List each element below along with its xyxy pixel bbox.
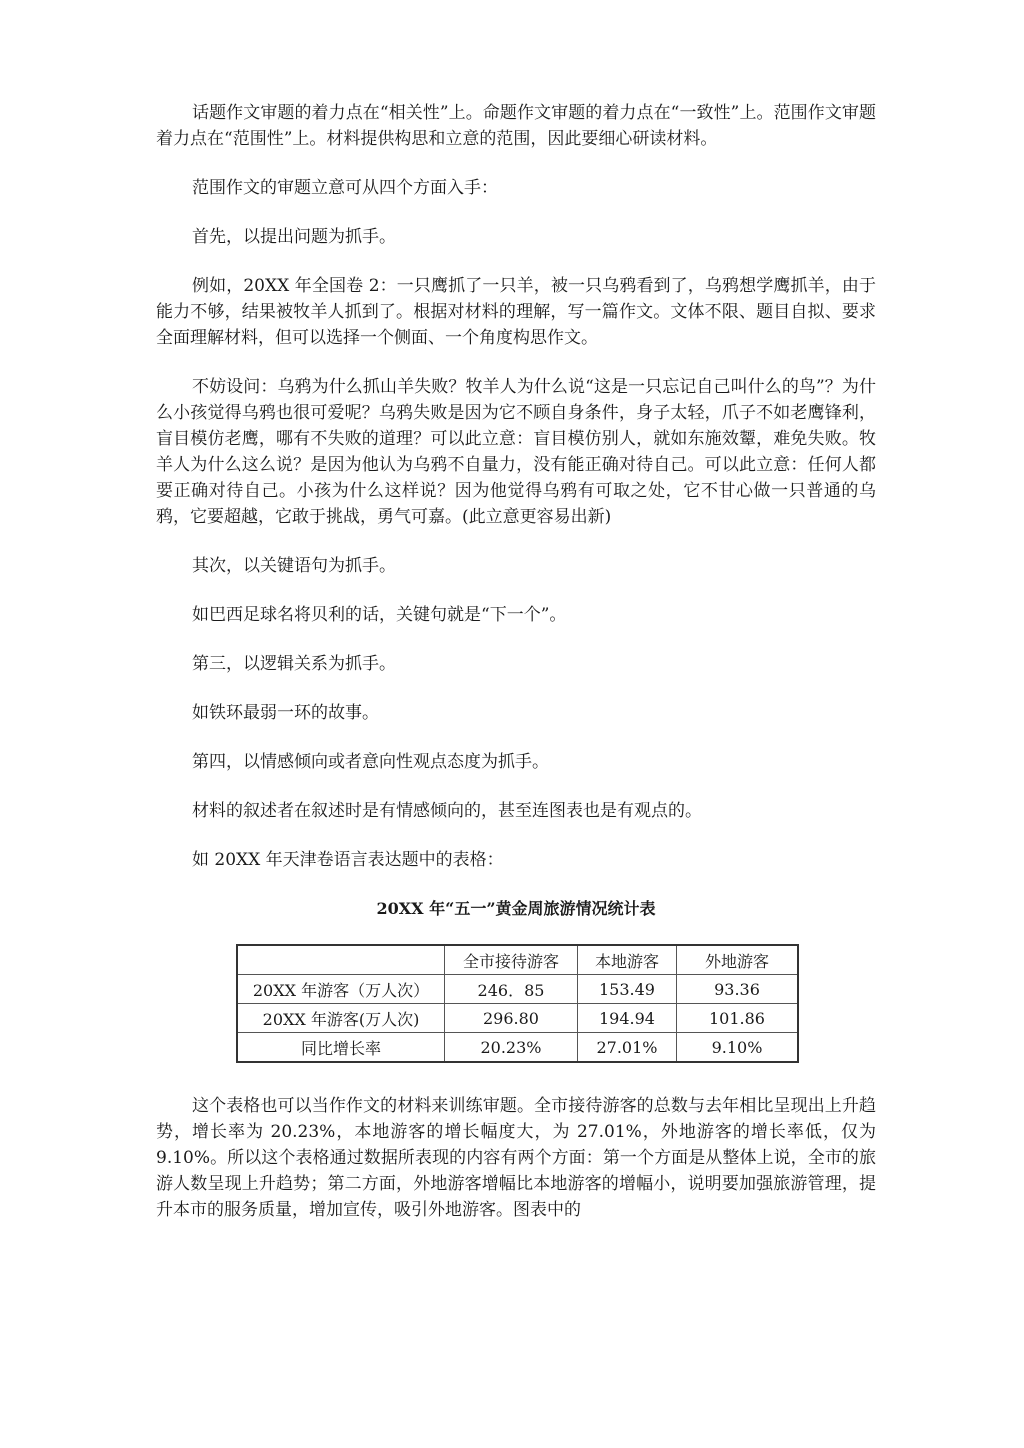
table-cell: 296.80 bbox=[445, 1004, 578, 1033]
table-cell: 20.23% bbox=[445, 1033, 578, 1063]
table-row bbox=[237, 1004, 798, 1033]
table-cell: 246．85 bbox=[445, 975, 578, 1004]
paragraph-first: 首先，以提出问题为抓手。 bbox=[192, 227, 396, 247]
document-page bbox=[156, 100, 876, 1223]
table-row bbox=[237, 975, 798, 1004]
table-cell: 27.01% bbox=[578, 1033, 677, 1063]
paragraph-example-eagle: 例如，20XX 年全国卷 2：一只鹰抓了一只羊，被一只乌鸦看到了，乌鸦想学鹰抓羊，由于能力不够，结果被牧羊人抓到了。根据对材料的理解，写一篇作文。文体不限、题目自拟、要求全面理解材料，但可以选择一个侧面、一个角度构思作文。 bbox=[156, 276, 876, 348]
table-cell: 194.94 bbox=[578, 1004, 677, 1033]
table-row bbox=[237, 1033, 798, 1063]
tourism-stats-table bbox=[236, 944, 799, 1063]
table-cell: 同比增长率 bbox=[237, 1033, 445, 1063]
paragraph-pele: 如巴西足球名将贝利的话，关键句就是“下一个”。 bbox=[192, 605, 567, 625]
paragraph-third: 第三，以逻辑关系为抓手。 bbox=[192, 654, 396, 674]
table-cell: 20XX 年游客(万人次) bbox=[237, 1004, 445, 1033]
table-cell: 153.49 bbox=[578, 975, 677, 1004]
table-cell: 9.10% bbox=[677, 1033, 799, 1063]
table-header-cell: 外地游客 bbox=[677, 945, 799, 975]
table-header-cell: 本地游客 bbox=[578, 945, 677, 975]
table-caption: 20XX 年“五一”黄金周旅游情况统计表 bbox=[376, 899, 656, 918]
table-header-row bbox=[237, 945, 798, 975]
paragraph-second: 其次，以关键语句为抓手。 bbox=[192, 556, 396, 576]
paragraph-questions: 不妨设问：乌鸦为什么抓山羊失败？牧羊人为什么说“这是一只忘记自己叫什么的鸟”？为什么小孩觉得乌鸦也很可爱呢？乌鸦失败是因为它不顾自身条件，身子太轻，爪子不如老鹰锋利，盲目模仿老鹰，哪有不失败的道理？可以此立意：盲目模仿别人，就如东施效颦，难免失败。牧羊人为什么这么说？是因为他认为乌鸦不自量力，没有能正确对待自己。可以此立意：任何人都要正确对待自己。小孩为什么这样说？因为他觉得乌鸦有可取之处，它不甘心做一只普通的乌鸦，它要超越，它敢于挑战，勇气可嘉。(此立意更容易出新) bbox=[156, 377, 876, 527]
table-cell: 93.36 bbox=[677, 975, 799, 1004]
table-header-cell: 全市接待游客 bbox=[445, 945, 578, 975]
paragraph-analysis: 这个表格也可以当作作文的材料来训练审题。全市接待游客的总数与去年相比呈现出上升趋势，增长率为 20.23%，本地游客的增长幅度大，为 27.01%，外地游客的增长率低，仅为 9.10%。所以这个表格通过数据所表现的内容有两个方面：第一个方面是从整体上说，全市的旅游人数呈现上升趋势；第二方面，外地游客增幅比本地游客的增幅小，说明要加强旅游管理，提升本市的服务质量，增加宣传，吸引外地游客。图表中的 bbox=[156, 1096, 876, 1220]
table-header-cell bbox=[237, 945, 445, 975]
paragraph-tianjin: 如 20XX 年天津卷语言表达题中的表格： bbox=[192, 850, 504, 870]
paragraph-narrator: 材料的叙述者在叙述时是有情感倾向的，甚至连图表也是有观点的。 bbox=[192, 801, 702, 821]
table-cell: 101.86 bbox=[677, 1004, 799, 1033]
paragraph-intro: 话题作文审题的着力点在“相关性”上。命题作文审题的着力点在“一致性”上。范围作文审题着力点在“范围性”上。材料提供构思和立意的范围，因此要细心研读材料。 bbox=[156, 103, 876, 149]
table-cell: 20XX 年游客（万人次） bbox=[237, 975, 445, 1004]
paragraph-iron-ring: 如铁环最弱一环的故事。 bbox=[192, 703, 379, 723]
paragraph-fourth: 第四，以情感倾向或者意向性观点态度为抓手。 bbox=[192, 752, 549, 772]
paragraph-four-aspects: 范围作文的审题立意可从四个方面入手： bbox=[192, 178, 498, 198]
